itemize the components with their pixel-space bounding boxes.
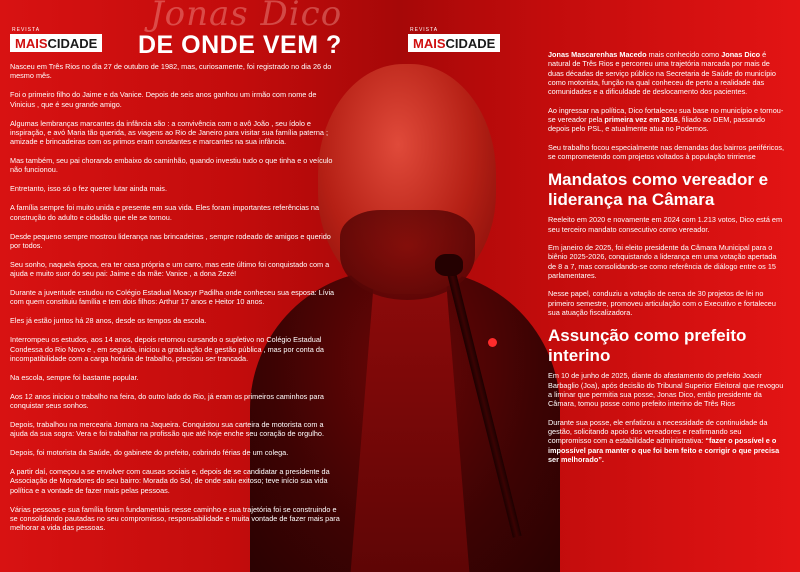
politics-text: Ao ingressar na política, Dico fortaleceu sua base no município e tornou-se vereador pela: [548, 105, 784, 124]
magazine-logo-right: [408, 27, 500, 52]
paragraph: A família sempre foi muito unida e presente em sua vida. Eles foram importantes referências na construção do adulto e cidadão que ele se tornou.: [10, 203, 320, 222]
logo-cidade: CIDADE: [47, 35, 98, 51]
paragraph: Eles já estão juntos há 28 anos, desde os tempos da escola.: [10, 316, 207, 326]
paragraph: Interrompeu os estudos, aos 14 anos, depois retornou cursando o supletivo no Colégio Estadual Condessa do Rio Novo e , em seguida, iniciou a graduação de gestão pública , mas por conta da incompatibilidade com a carga horária de trabalho, precisou ser trancada.: [10, 335, 324, 363]
paragraph: Seu sonho, naquela época, era ter casa própria e um carro, mas este último foi conquistado com a ajuda e muito suor do seu pai: Jaime e da mãe: Vanice , a dona Zezé!: [10, 259, 330, 279]
interim-paragraph: Em 10 de junho de 2025, diante do afastamento do prefeito Joacir Barbaglio (Joa), após decisão do Tribunal Superior Eleitoral que revogou a liminar que permitia sua posse, Jonas Dico, então presidente da Câmara, tomou posse como prefeito interino de Três Rios: [548, 371, 784, 409]
paragraph: Aos 12 anos iniciou o trabalho na feira, do outro lado do Rio, já eram os primeiros caminhos para conquistar seus sonhos.: [10, 391, 324, 410]
paragraph: Entretanto, isso só o fez querer lutar ainda mais.: [10, 184, 167, 194]
right-article-column: [548, 50, 786, 473]
politics-text: , filiado ao DEM, passando depois pelo PSL, e atualmente atua no Podemos.: [548, 114, 766, 134]
logo-small-text: REVISTA: [12, 27, 41, 33]
magazine-logo-left: [10, 27, 102, 52]
page-title: DE ONDE VEM ?: [138, 31, 342, 59]
microphone-icon: [435, 254, 463, 276]
paragraph: Desde pequeno sempre mostrou liderança nas brincadeiras , sempre rodeado de amigos e querido por todos.: [10, 231, 331, 250]
politics-bold: primeira vez em 2016: [604, 114, 678, 124]
section-heading-interim: Assunção como prefeito interino: [548, 326, 747, 365]
mandates-paragraph: Nesse papel, conduziu a votação de cerca de 30 projetos de lei no primeiro semestre, promoveu articulação com o Executivo e fortaleceu sua atuação fiscalizadora.: [548, 289, 776, 317]
intro-text: mais conhecido como: [646, 50, 722, 59]
interim-paragraph: [548, 418, 786, 465]
name-bold: Jonas Mascarenhas Macedo: [548, 50, 647, 59]
lapel-pin: [488, 338, 497, 347]
paragraph: A partir daí, começou a se envolver com causas sociais e, depois de se candidatar a presidente da Associação de Moradores do seu bairro: Morada do Sol, de onde saiu exitoso; teve início sua vida política e a vontade de fazer mais pelas pessoas.: [10, 467, 330, 495]
paragraph: Mas também, seu pai chorando embaixo do caminhão, quando investiu tudo o que tinha e o veículo não funcionou.: [10, 156, 333, 175]
paragraph: Várias pessoas e sua família foram fundamentais nesse caminho e sua trajetória foi se construindo e se consolidando pautadas no seu compromisso, responsabilidade e muita vontade de fazer mais para melhorar a vida das pessoas.: [10, 504, 340, 533]
paragraph: Na escola, sempre foi bastante popular.: [10, 372, 139, 382]
paragraph: Durante a juventude estudou no Colégio Estadual Moacyr Padilha onde conheceu sua esposa: Lívia com quem constituiu família e tem dois filhos: Arthur 17 anos e Heitor 10 anos.: [10, 288, 335, 307]
paragraph: Algumas lembranças marcantes da infância são : a convivência com o avô João , seu ídolo e inspiração, e avó Maria tão querida, as viagens ao Rio de Janeiro para visitar sua família paterna ; amizade e brincadeiras com os primos eram constantes e marcantes na sua infância.: [10, 118, 328, 147]
interim-quote: “fazer o possível e o impossível para manter o que foi bem feito e corrigir o que precisa ser melhorado”.: [548, 436, 780, 465]
intro-text: é natural de Três Rios e percorreu uma trajetória marcada por mais de duas décadas de serviço público na Secretaria de Saúde do município como motorista, função na qual conheceu de perto a realidade das comunidades e a dificuldade de deslocamento dos pacientes.: [548, 50, 776, 97]
script-name-title: Jonas Dico: [150, 0, 343, 34]
section-heading-mandates: Mandatos como vereador e liderança na Câmara: [548, 170, 769, 209]
politics-paragraph: [548, 106, 786, 134]
logo-mais: MAIS: [413, 35, 446, 51]
work-paragraph: Seu trabalho focou especialmente nas demandas dos bairros periféricos, se comprometendo com projetos voltados à população trirriense: [548, 142, 785, 161]
left-article-column: [10, 62, 342, 542]
paragraph: Depois, foi motorista da Saúde, do gabinete do prefeito, cobrindo férias de um colega.: [10, 448, 289, 458]
intro-paragraph: [548, 50, 786, 97]
logo-cidade: CIDADE: [445, 35, 496, 51]
nickname-bold: Jonas Dico: [721, 50, 761, 59]
interim-text: Durante sua posse, ele enfatizou a necessidade de continuidade da gestão, solicitando apoio dos vereadores e reafirmando seu compromisso com a estabilidade administrativa:: [548, 417, 768, 446]
logo-small-text: REVISTA: [410, 27, 439, 33]
mandates-paragraph: Reeleito em 2020 e novamente em 2024 com 1.213 votos, Dico está em seu terceiro mandato consecutivo como vereador.: [548, 215, 783, 234]
paragraph: Nasceu em Três Rios no dia 27 de outubro de 1982, mas, curiosamente, foi registrado no dia 26 do mesmo mês.: [10, 62, 332, 81]
mandates-paragraph: Em janeiro de 2025, foi eleito presidente da Câmara Municipal para o biênio 2025-2026, conquistando a liderança em uma votação apertada de 8 a 7, mas consolidando-se como referência de diálogo entre os 15 parlamentares.: [548, 243, 777, 281]
logo-mais: MAIS: [15, 35, 48, 51]
paragraph: Depois, trabalhou na mercearia Jomara na Jaqueira. Conquistou sua carteira de motorista com a ajuda da sua sogra: Vera e foi trabalhar na profissão que até hoje enche seu coração de orgulho.: [10, 419, 324, 439]
paragraph: Foi o primeiro filho do Jaime e da Vanice. Depois de seis anos ganhou um irmão com nome de Vinicius , que é seu grande amigo.: [10, 90, 317, 109]
